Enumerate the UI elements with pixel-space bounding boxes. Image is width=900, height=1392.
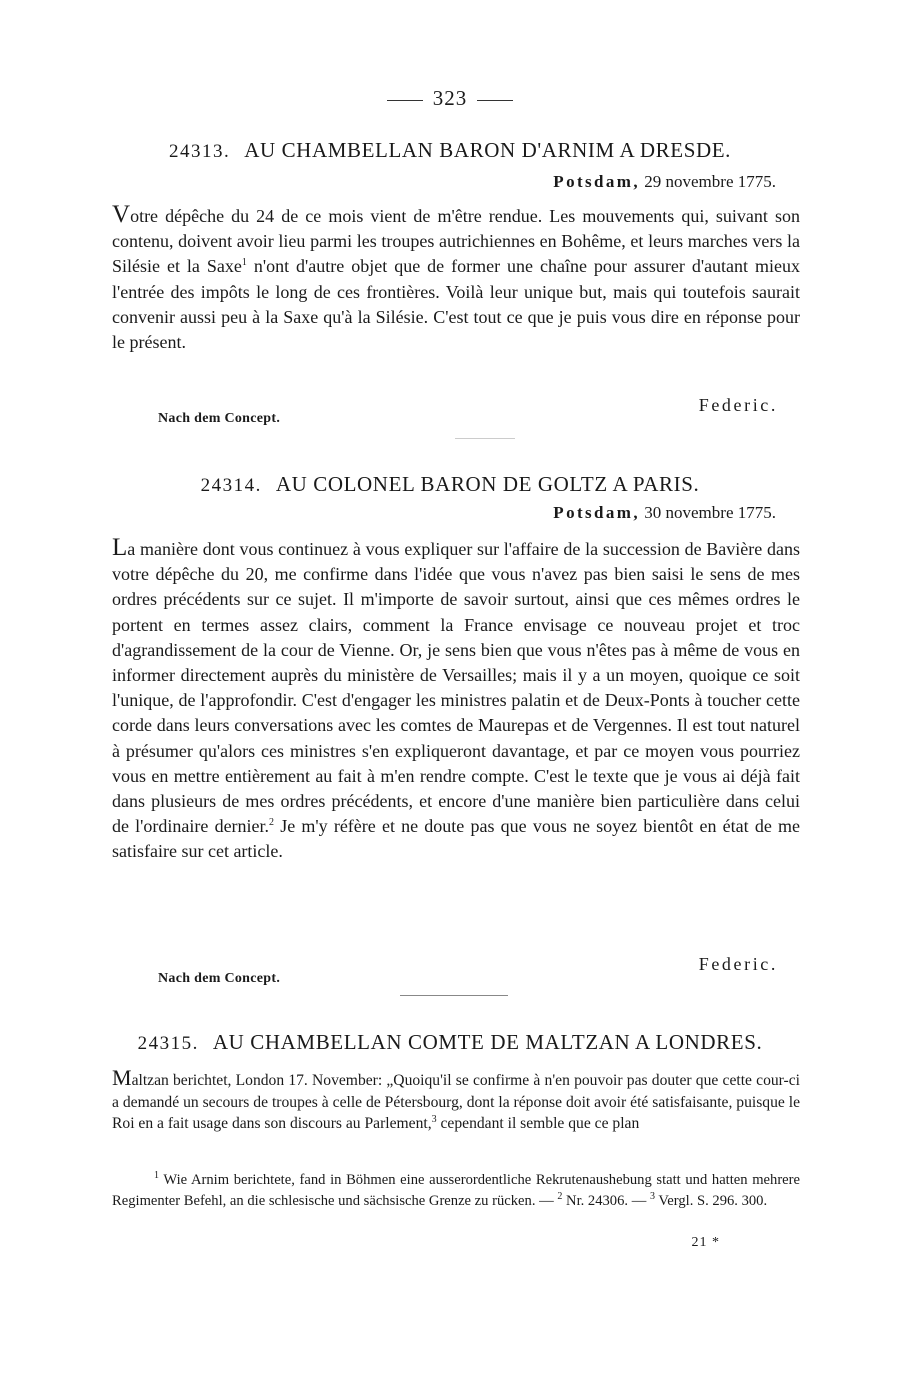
dateline-date: 29 novembre 1775.: [644, 172, 776, 191]
letter-body: [112, 535, 800, 865]
section-divider: [400, 995, 508, 996]
footnote-3: Vergl. S. 296. 300.: [658, 1193, 768, 1209]
footnote-mark: 1: [154, 1170, 159, 1182]
signature: Federic.: [698, 395, 778, 415]
letter-body-text-cont: cependant il semble que ce plan: [436, 1115, 640, 1132]
dateline-place: Potsdam,: [553, 172, 641, 191]
footnote-ref: 2: [269, 817, 275, 829]
dropcap: L: [112, 534, 128, 561]
letter-dateline: [553, 503, 776, 523]
footnote-2: Nr. 24306. —: [566, 1193, 647, 1209]
letter-body-text-cont: Je m'y réfère et ne doute pas que vous ne soyez bientôt en état de me satisfaire sur cet article.: [112, 816, 800, 862]
letter-title: AU CHAMBELLAN BARON D'ARNIM A DRESDE.: [244, 138, 732, 162]
dateline-date: 30 novembre 1775.: [644, 503, 776, 522]
footnote-mark: 3: [649, 1191, 655, 1203]
footnote-mark: 2: [557, 1191, 563, 1203]
footnote-ref: 3: [431, 1113, 437, 1125]
letter-body: [112, 1067, 800, 1135]
letter-body-text: altzan berichtet, London 17. November: „Quoiqu'il se confirme à n'en pouvoir pas douter que cette cour-ci a demandé un secours de troupes à celle de Pétersbourg, dont la réponse doit avoir été satisfaisante, puisque le Roi en a fait usage dans son discours au Parlement,: [112, 1072, 800, 1132]
section-divider: [455, 438, 515, 439]
letter-body: [112, 202, 800, 355]
letter-body-text: otre dépêche du 24 de ce mois vient de m'être rendue. Les mouvements qui, suivant son contenu, doivent avoir lieu parmi les troupes autrichiennes en Bohême, et leurs marches vers la Silésie et la Saxe: [112, 206, 800, 277]
letter-dateline: [553, 172, 776, 192]
source-note: Nach dem Concept.: [158, 971, 281, 986]
letter-number: 24314.: [200, 475, 262, 496]
page-number-rule-right: [477, 100, 513, 101]
letter-heading-24315: [0, 1030, 900, 1055]
page-number-text: 323: [432, 86, 468, 110]
source-note: Nach dem Concept.: [158, 411, 281, 426]
footnote-block: [112, 1170, 800, 1212]
letter-heading-24314: [0, 472, 900, 497]
letter-heading-24313: [0, 138, 900, 163]
letter-body-text-cont: n'ont d'autre objet que de former une chaîne pour assurer d'autant mieux l'entrée des impôts le long de ces frontières. Voilà leur unique but, mais qui toutefois saurait convenir aussi peu à la Saxe qu'à la Silésie. C'est tout ce que je puis vous dire en réponse pour le présent.: [112, 256, 801, 353]
signature: Federic.: [698, 954, 778, 974]
letter-title: AU CHAMBELLAN COMTE DE MALTZAN A LONDRES.: [212, 1030, 763, 1054]
letter-number: 24313.: [168, 141, 231, 162]
sheet-signature-mark: 21 *: [691, 1235, 720, 1250]
letter-title: AU COLONEL BARON DE GOLTZ A PARIS.: [275, 472, 700, 496]
dropcap: M: [112, 1065, 132, 1090]
footnote-1: Wie Arnim berichtete, fand in Böhmen eine ausserordentliche Rekrutenaushebung statt und hatten mehrere Regimenter Befehl, an die schlesische und sächsische Grenze zu rücken. —: [112, 1172, 800, 1209]
letter-number: 24315.: [137, 1033, 199, 1054]
dropcap: V: [112, 201, 131, 228]
page-number: [0, 86, 900, 111]
page-number-rule-left: [387, 100, 423, 101]
dateline-place: Potsdam,: [553, 503, 641, 522]
letter-body-text: a manière dont vous continuez à vous expliquer sur l'affaire de la succession de Bavière dans votre dépêche du 20, me confirme dans l'idée que vous n'avez pas bien saisi le sens de mes ordres précédents sur ce sujet. Il m'importe de savoir surtout, ainsi que ces mêmes ordres le portent en termes assez clairs, comment la France envisage ce nouveau projet et troc d'agrandissement de la cour de Vienne. Or, je sens bien que vous n'êtes pas à même de vous en informer directement auprès du ministère de Versailles; mais il y a un moyen, quoique ce soit l'unique, de l'approfondir. C'est d'engager les ministres palatin et de Deux-Ponts à toucher cette corde dans leurs conversations avec les comtes de Maurepas et de Vergennes. Il est tout naturel à présumer qu'alors ces ministres s'en expliqueront davantage, et par ce moyen vous pourriez vous en mettre entièrement au fait à m'en rendre compte. C'est le texte que je vous ai déjà fait dans plusieurs de mes ordres précédents, et encore d'une manière bien particulière dans celui de l'ordinaire dernier.: [112, 539, 800, 837]
footnote-ref: 1: [241, 257, 247, 269]
footnotes: [112, 1170, 800, 1212]
